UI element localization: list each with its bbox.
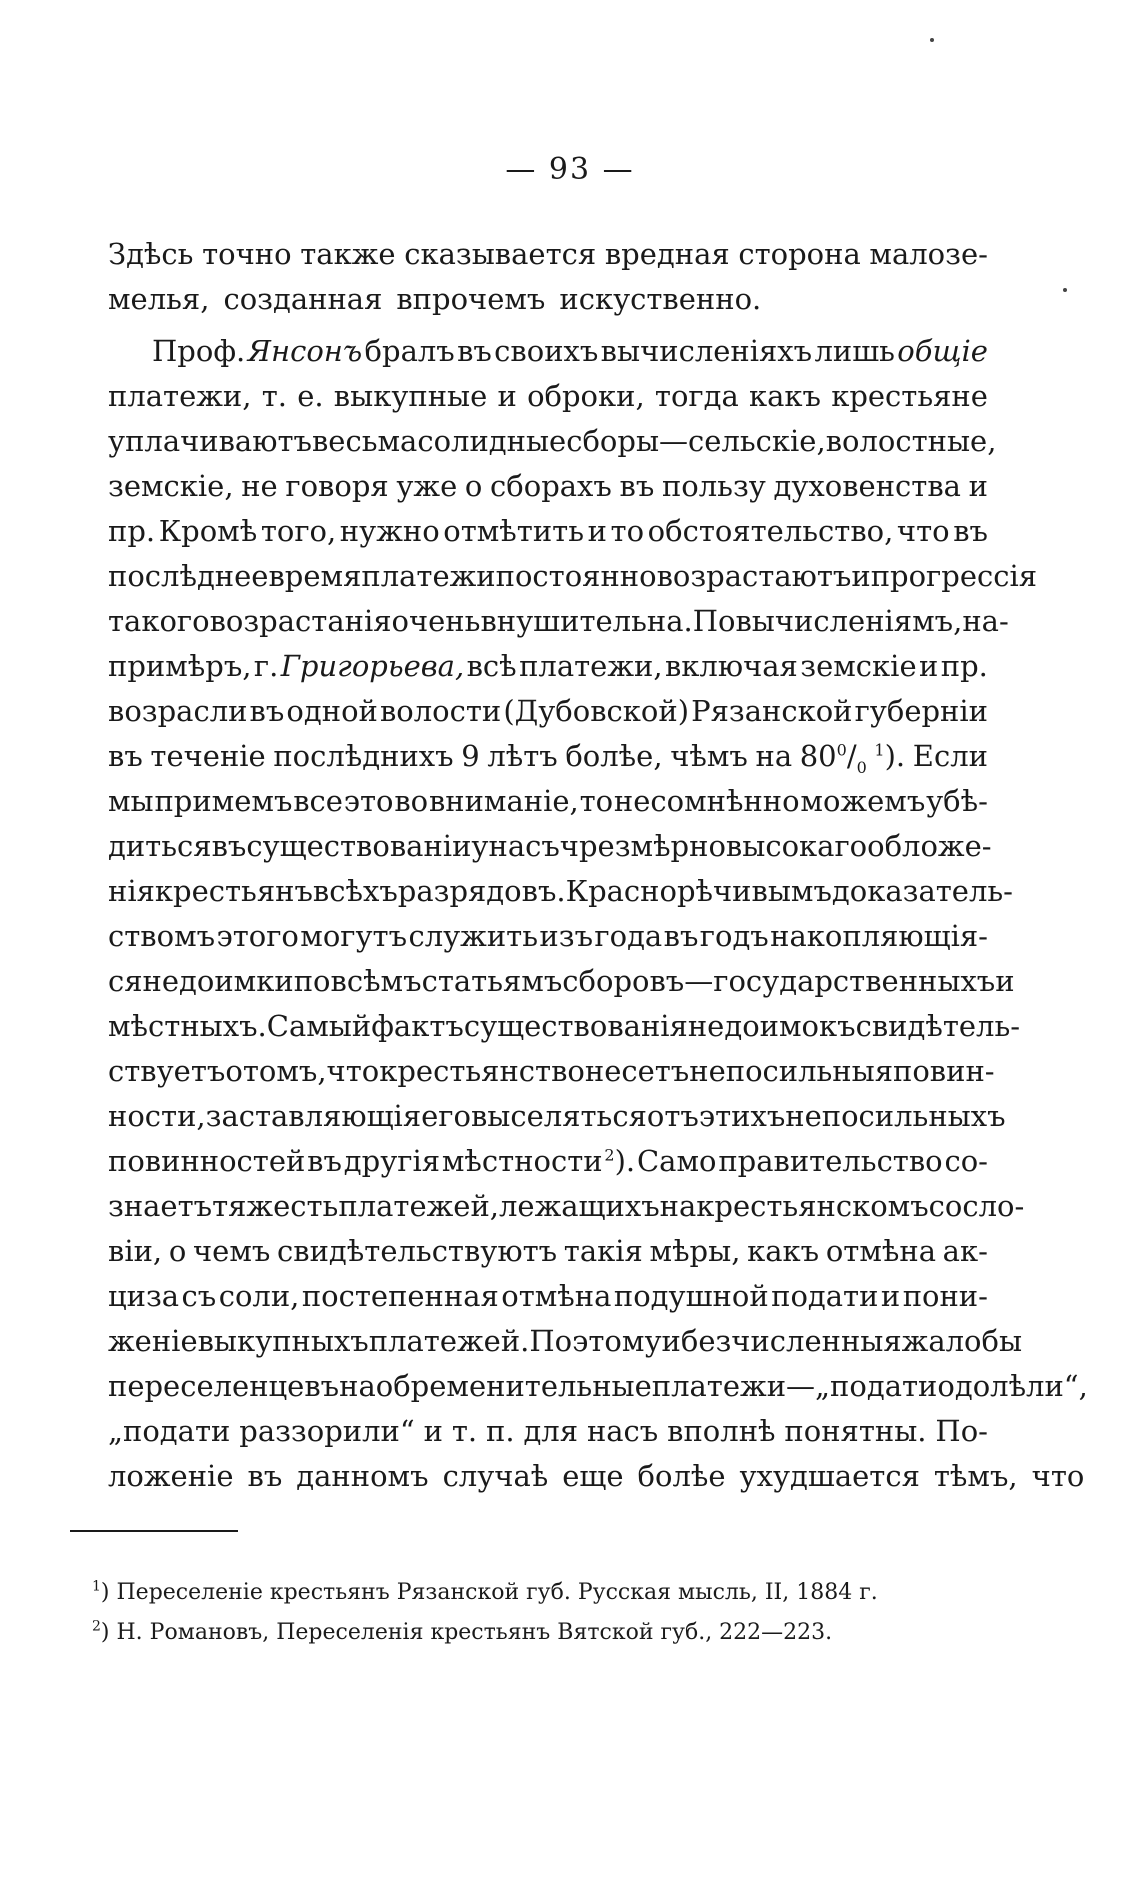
footnote-2: $^2$) Н. Романовъ, Переселенія крестьянъ Вятской губ., 222—223.: [92, 1618, 833, 1645]
text-line: ствомъ этого могутъ служить изъ года въ годъ накопляющія-: [108, 919, 988, 953]
text-line: возрасли въ одной волости (Дубовской) Рязанской губерніи: [108, 694, 988, 728]
text-line: примѣръ, г. Григорьева, всѣ платежи, включая земскіе и пр.: [108, 649, 988, 683]
text-line: циза съ соли, постепенная отмѣна подушной подати и пони-: [108, 1279, 988, 1313]
text-line: диться въ существованіи у насъ чрезмѣрно высокаго обложе-: [108, 829, 992, 863]
speck-mark: [930, 38, 934, 42]
text-line: „подати раззорили“ и т. п. для насъ вполнѣ понятны. По-: [108, 1414, 988, 1448]
text-line: ложеніе въ данномъ случаѣ еще болѣе ухудшается тѣмъ, что: [108, 1459, 1085, 1493]
footnote-rule: [70, 1530, 238, 1532]
text-line: ся недоимки по всѣмъ статьямъ сборовъ—государственныхъ и: [108, 964, 1015, 998]
text-line: віи, о чемъ свидѣтельствуютъ такія мѣры, какъ отмѣна ак-: [108, 1234, 988, 1268]
text-line: мелья, созданная впрочемъ искуственно.: [108, 282, 762, 316]
text-line: ности, заставляющія его выселяться отъ этихъ непосильныхъ: [108, 1099, 1006, 1133]
text-line: повинностей въ другія мѣстности $^2$). Само правительство со-: [108, 1144, 988, 1178]
footnotes: [92, 1573, 992, 1653]
text-line: Проф. Янсонъ бралъ въ своихъ вычисленіяхъ лишь общіе: [152, 334, 988, 368]
text-line: нія крестьянъ всѣхъ разрядовъ. Краснорѣчивымъ доказатель-: [108, 874, 1013, 908]
text-line: въ теченіе послѣднихъ 9 лѣтъ болѣе, чѣмъ на $80^0/_0$ $^1$). Если: [108, 739, 988, 777]
footnote-1: $^1$) Переселеніе крестьянъ Рязанской губ. Русская мысль, II, 1884 г.: [92, 1578, 878, 1605]
text-line: пр. Кромѣ того, нужно отмѣтить и то обстоятельство, что въ: [108, 514, 988, 548]
body-text: [108, 232, 1088, 1499]
text-line: послѣднее время платежи постоянно возрастаютъ и прогрессія: [108, 559, 1038, 593]
speck-mark: [1063, 288, 1067, 292]
text-line: мѣстныхъ. Самый фактъ существованія недоимокъ свидѣтель-: [108, 1009, 1021, 1043]
page-number: — 93 —: [505, 152, 635, 187]
text-line: переселенцевъ на обременительные платежи — „подати одолѣли“,: [108, 1369, 1088, 1403]
text-line: платежи, т. е. выкупные и оброки, тогда какъ крестьяне: [108, 379, 988, 413]
text-line: ствуетъ о томъ, что крестьянство несетъ непосильныя повин-: [108, 1054, 995, 1088]
text-line: такого возрастанія очень внушительна. По вычисленіямъ, на-: [108, 604, 1009, 638]
text-line: знаетъ тяжесть платежей, лежащихъ на крестьянскомъ сосло-: [108, 1189, 1025, 1223]
text-line: земскіе, не говоря уже о сборахъ въ пользу духовенства и: [108, 469, 988, 503]
text-line: мы примемъ все это во вниманіе, то несомнѣнно можемъ убѣ-: [108, 784, 988, 818]
text-line: уплачиваютъ весьма солидные сборы—сельскіе, волостные,: [108, 424, 997, 458]
text-line: женіе выкупныхъ платежей. Поэтому и безчисленныя жалобы: [108, 1324, 1023, 1358]
text-line: Здѣсь точно также сказывается вредная сторона малозе-: [108, 237, 988, 271]
